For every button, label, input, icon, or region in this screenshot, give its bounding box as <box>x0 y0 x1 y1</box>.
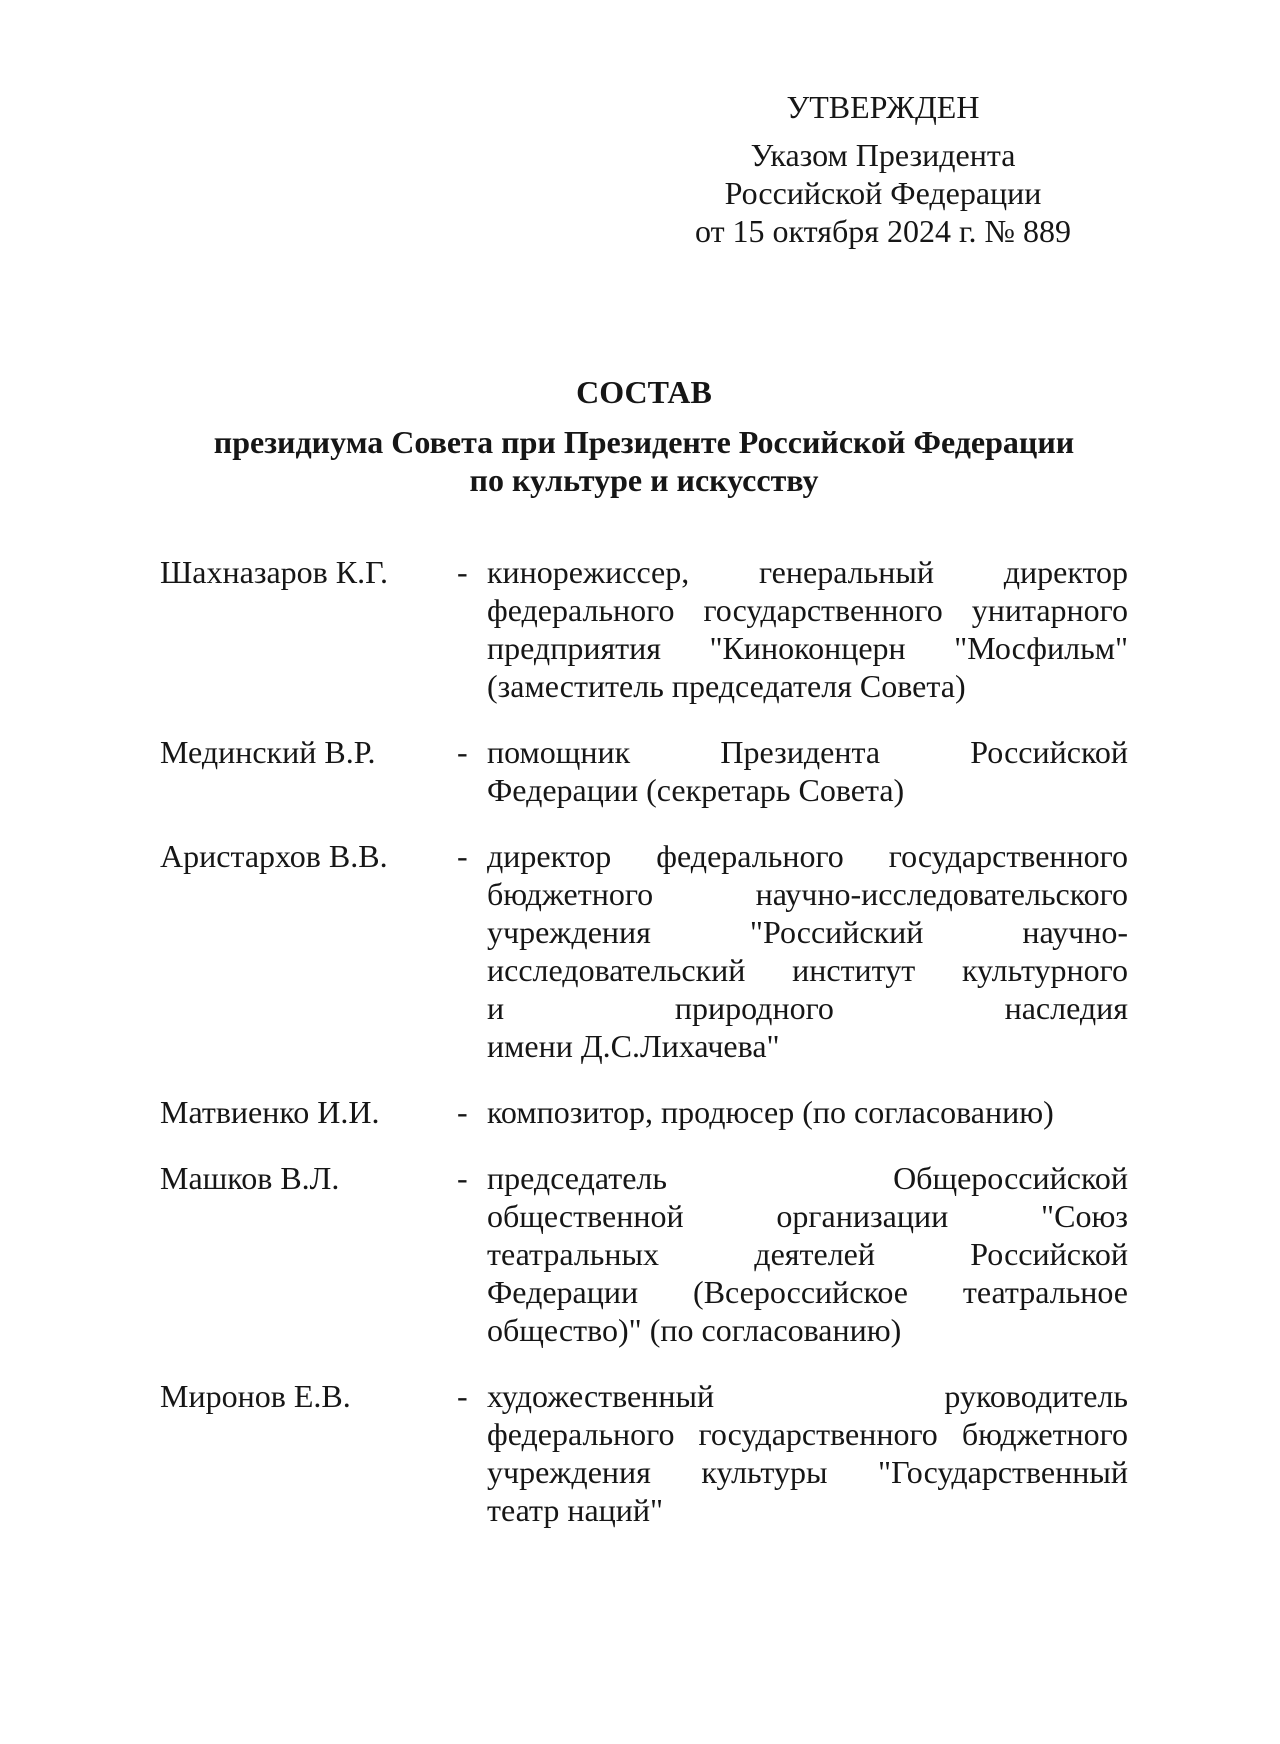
approval-by-line-1: Указом Президента <box>750 137 1016 173</box>
dash-separator: - <box>457 734 468 770</box>
member-description <box>487 553 1128 705</box>
description-line: помощник Президента Российской <box>487 734 1128 770</box>
description-line: композитор, продюсер (по согласованию) <box>487 1094 1054 1130</box>
member-description <box>487 837 1128 1065</box>
document-subtitle <box>160 423 1128 499</box>
description-line: предприятия "Киноконцерн "Мосфильм" <box>487 630 1128 666</box>
description-line: театр наций" <box>487 1492 664 1528</box>
description-line: председатель Общероссийской <box>487 1160 1128 1196</box>
dash-separator: - <box>457 1160 468 1196</box>
description-line: бюджетного научно-исследовательского <box>487 876 1128 912</box>
member-name: Мединский В.Р. <box>160 734 376 770</box>
description-line: учреждения "Российский научно- <box>487 914 1128 950</box>
member-row <box>160 837 1280 1065</box>
member-row <box>160 553 1280 705</box>
description-line: федерального государственного бюджетного <box>487 1416 1128 1452</box>
member-row <box>160 1159 1280 1349</box>
description-line: и природного наследия <box>487 990 1128 1026</box>
approval-stamp-word: УТВЕРЖДЕН <box>786 89 980 125</box>
members-list <box>0 553 1280 1529</box>
description-line: общество)" (по согласованию) <box>487 1312 902 1348</box>
dash-separator: - <box>457 838 468 874</box>
description-line: кинорежиссер, генеральный директор <box>487 554 1128 590</box>
description-line: театральных деятелей Российской <box>487 1236 1128 1272</box>
description-line: исследовательский институт культурного <box>487 952 1128 988</box>
document-subtitle-line-1: президиума Совета при Президенте Российской Федерации <box>213 424 1075 460</box>
member-description <box>487 733 1128 809</box>
member-row <box>160 1377 1280 1529</box>
member-row <box>160 733 1280 809</box>
member-name: Миронов Е.В. <box>160 1378 351 1414</box>
approval-by-line-2: Российской Федерации <box>724 175 1042 211</box>
member-name: Машков В.Л. <box>160 1160 340 1196</box>
dash-separator: - <box>457 554 468 590</box>
document-page <box>0 88 1280 1744</box>
member-name: Шахназаров К.Г. <box>160 554 388 590</box>
approval-block <box>683 88 1083 250</box>
description-line: художественный руководитель <box>487 1378 1128 1414</box>
description-line: Федерации (Всероссийское театральное <box>487 1274 1128 1310</box>
title-block <box>160 373 1128 499</box>
description-line: общественной организации "Союз <box>487 1198 1128 1234</box>
description-line: (заместитель председателя Совета) <box>487 668 966 704</box>
dash-separator: - <box>457 1378 468 1414</box>
approval-by-line-3: от 15 октября 2024 г. № 889 <box>694 213 1071 249</box>
member-description <box>487 1159 1128 1349</box>
description-line: директор федерального государственного <box>487 838 1128 874</box>
description-line: имени Д.С.Лихачева" <box>487 1028 780 1064</box>
member-name: Аристархов В.В. <box>160 838 388 874</box>
description-line: Федерации (секретарь Совета) <box>487 772 905 808</box>
description-line: учреждения культуры "Государственный <box>487 1454 1128 1490</box>
document-title: СОСТАВ <box>576 374 712 410</box>
member-description <box>487 1377 1128 1529</box>
member-name: Матвиенко И.И. <box>160 1094 380 1130</box>
dash-separator: - <box>457 1094 468 1130</box>
member-row <box>160 1093 1280 1131</box>
member-description <box>487 1093 1128 1131</box>
document-subtitle-line-2: по культуре и искусству <box>469 462 819 498</box>
description-line: федерального государственного унитарного <box>487 592 1128 628</box>
